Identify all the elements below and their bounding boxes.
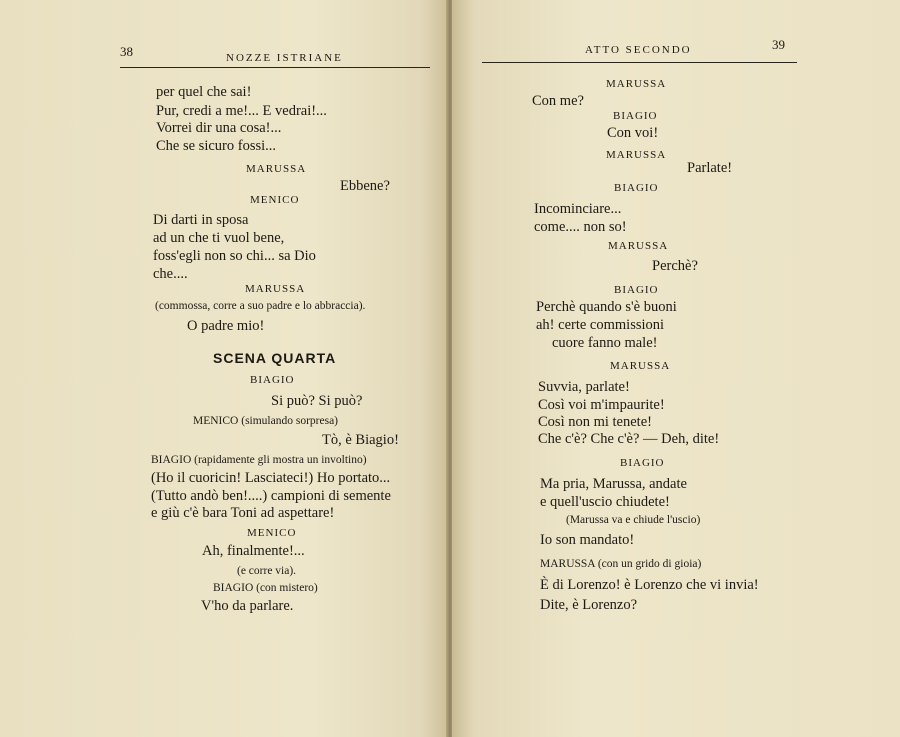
- speaker-name: MARUSSA: [606, 149, 667, 161]
- speaker-name: MARUSSA: [608, 240, 669, 252]
- verse-line: ad un che ti vuol bene,: [153, 230, 285, 246]
- verse-line: Ma pria, Marussa, andate: [540, 476, 687, 492]
- scene-heading: SCENA QUARTA: [213, 350, 337, 366]
- speaker-name: BIAGIO: [613, 110, 658, 122]
- running-head: NOZZE ISTRIANE: [226, 52, 343, 64]
- speaker-name: BIAGIO (con mistero): [213, 582, 318, 594]
- verse-line: Perchè quando s'è buoni: [536, 299, 677, 315]
- header-rule: [482, 62, 797, 63]
- speaker-name: BIAGIO: [250, 374, 295, 386]
- verse-line: Ah, finalmente!...: [202, 543, 305, 559]
- speaker-name: MARUSSA (con un grido di gioia): [540, 558, 702, 570]
- speaker-name: BIAGIO: [614, 284, 659, 296]
- verse-line: Suvvia, parlate!: [538, 379, 630, 395]
- speaker-name: MENICO (simulando sorpresa): [193, 415, 339, 427]
- verse-line: per quel che sai!: [156, 84, 252, 100]
- verse-line: come.... non so!: [534, 219, 627, 235]
- verse-line: Ebbene?: [340, 178, 390, 194]
- page-number: 38: [120, 44, 133, 59]
- speaker-name: BIAGIO (rapidamente gli mostra un involtino): [151, 454, 367, 466]
- speaker-name: MENICO: [250, 194, 300, 206]
- verse-line: V'ho da parlare.: [201, 598, 294, 614]
- stage-direction: (commossa, corre a suo padre e lo abbraccia).: [155, 300, 366, 312]
- page-number: 39: [772, 37, 785, 52]
- verse-line: che....: [153, 266, 188, 282]
- running-head: ATTO SECONDO: [585, 44, 692, 56]
- verse-line: Con voi!: [607, 125, 659, 141]
- verse-line: Così voi m'impaurite!: [538, 397, 665, 413]
- speaker-name: MARUSSA: [606, 78, 667, 90]
- verse-line: ah! certe commissioni: [536, 317, 665, 333]
- verse-line: Con me?: [532, 93, 584, 109]
- speaker-name: MARUSSA: [610, 360, 671, 372]
- verse-line: Di darti in sposa: [153, 212, 249, 228]
- stage-direction: (e corre via).: [237, 565, 297, 577]
- verse-line: Incominciare...: [534, 201, 622, 217]
- verse-line: (Ho il cuoricin! Lasciateci!) Ho portato...: [151, 470, 391, 486]
- speaker-name: MARUSSA: [245, 283, 306, 295]
- verse-line: Pur, credi a me!... E vedrai!...: [156, 103, 327, 119]
- left-page: [0, 0, 448, 737]
- stage-direction: (Marussa va e chiude l'uscio): [566, 514, 701, 526]
- verse-line: È di Lorenzo! è Lorenzo che vi invia!: [540, 577, 759, 593]
- verse-line: Io son mandato!: [540, 532, 635, 548]
- verse-line: foss'egli non so chi... sa Dio: [153, 248, 316, 264]
- verse-line: Tò, è Biagio!: [322, 432, 399, 448]
- speaker-name: MARUSSA: [246, 163, 307, 175]
- header-rule: [120, 67, 430, 68]
- verse-line: Che se sicuro fossi...: [156, 138, 277, 154]
- verse-line: Vorrei dir una cosa!...: [156, 120, 282, 136]
- verse-line: Così non mi tenete!: [538, 414, 652, 430]
- speaker-name: MENICO: [247, 527, 297, 539]
- verse-line: (Tutto andò ben!....) campioni di semente: [151, 488, 391, 504]
- verse-line: e giù c'è bara Toni ad aspettare!: [151, 505, 335, 521]
- right-page: [452, 0, 900, 737]
- speaker-name: BIAGIO: [620, 457, 665, 469]
- verse-line: Dite, è Lorenzo?: [540, 597, 638, 613]
- verse-line: Parlate!: [687, 160, 733, 176]
- verse-line: e quell'uscio chiudete!: [540, 494, 670, 510]
- verse-line: Si può? Si può?: [271, 393, 363, 409]
- speaker-name: BIAGIO: [614, 182, 659, 194]
- verse-line: Che c'è? Che c'è? — Deh, dite!: [538, 431, 720, 447]
- verse-line: cuore fanno male!: [552, 335, 658, 351]
- verse-line: O padre mio!: [187, 318, 265, 334]
- verse-line: Perchè?: [652, 258, 698, 274]
